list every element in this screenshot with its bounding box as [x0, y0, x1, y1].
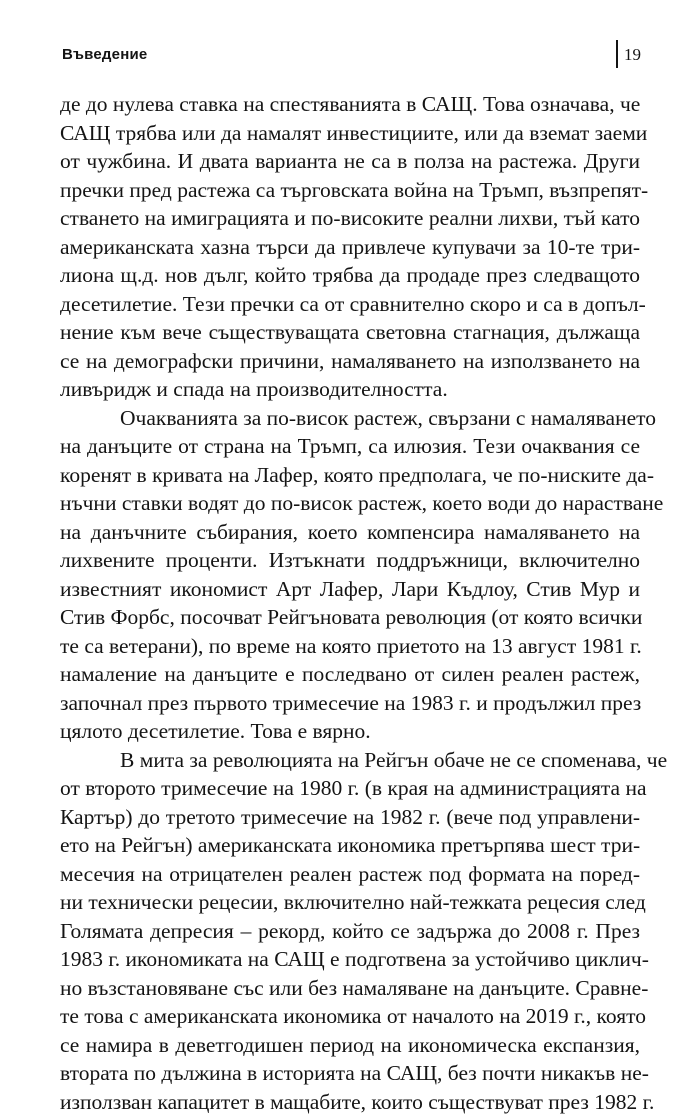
text-line: цялото десетилетие. Това е вярно. — [60, 717, 640, 746]
text-line: десетилетие. Тези пречки са от сравнително скоро и са в допъл- — [60, 290, 640, 319]
text-line: намаление на данъците е последвано от силен реален растеж, — [60, 660, 640, 689]
paragraph — [60, 746, 640, 1116]
text-line: Картър) до третото тримесечие на 1982 г. (вече под управлени- — [60, 803, 640, 832]
text-line: американската хазна търси да привлече купувачи за 10-те три- — [60, 233, 640, 262]
body-text — [60, 90, 640, 1116]
paragraph — [60, 404, 640, 746]
text-line: се на демографски причини, намаляването на използването на — [60, 347, 640, 376]
text-line: ни технически рецесии, включително най-тежката рецесия след — [60, 888, 640, 917]
page-number: 19 — [624, 45, 641, 65]
text-line: лихвените проценти. Изтъкнати поддръжници, включително — [60, 546, 640, 575]
text-line: ливъридж и спада на производителността. — [60, 375, 640, 404]
text-line: нъчни ставки водят до по-висок растеж, което води до нарастване — [60, 489, 640, 518]
text-line: 1983 г. икономиката на САЩ е подготвена за устойчиво циклич- — [60, 945, 640, 974]
text-line: на данъците от страна на Тръмп, са илюзия. Тези очаквания се — [60, 432, 640, 461]
text-line: месечия на отрицателен реален растеж под формата на поред- — [60, 860, 640, 889]
text-line: на данъчните събирания, което компенсира намаляването на — [60, 518, 640, 547]
text-line: В мита за революцията на Рейгън обаче не се споменава, че — [60, 746, 640, 775]
text-line: втората по дължина в историята на САЩ, без почти никакъв не- — [60, 1059, 640, 1088]
text-line: те това с американската икономика от началото на 2019 г., която — [60, 1002, 640, 1031]
text-line: стването на имиграцията и по-високите реални лихви, тъй като — [60, 204, 640, 233]
text-line: коренят в кривата на Лафер, която предполага, че по-ниските да- — [60, 461, 640, 490]
text-line: но възстановяване със или без намаляване на данъците. Сравне- — [60, 974, 640, 1003]
text-line: те са ветерани), по време на която приетото на 13 август 1981 г. — [60, 632, 640, 661]
text-line: известният икономист Арт Лафер, Лари Къдлоу, Стив Мур и — [60, 575, 640, 604]
text-line: започнал през първото тримесечие на 1983 г. и продължил през — [60, 689, 640, 718]
text-line: лиона щ.д. нов дълг, който трябва да продаде през следващото — [60, 261, 640, 290]
text-line: се намира в деветгодишен период на икономическа експанзия, — [60, 1031, 640, 1060]
text-line: използван капацитет в мащабите, които съществуват през 1982 г. — [60, 1088, 640, 1116]
text-line: ето на Рейгън) американската икономика претърпява шест три- — [60, 831, 640, 860]
text-line: Очакванията за по-висок растеж, свързани с намаляването — [60, 404, 640, 433]
text-line: от чужбина. И двата варианта не са в полза на растежа. Други — [60, 147, 640, 176]
text-line: Голямата депресия – рекорд, който се задържа до 2008 г. През — [60, 917, 640, 946]
text-line: САЩ трябва или да намалят инвестициите, или да вземат заеми — [60, 119, 640, 148]
paragraph — [60, 90, 640, 404]
running-head-chapter: Въведение — [62, 46, 147, 63]
header-divider — [616, 40, 618, 68]
text-line: Стив Форбс, посочват Рейгъновата революция (от която всички — [60, 603, 640, 632]
text-line: от второто тримесечие на 1980 г. (в края на администрацията на — [60, 774, 640, 803]
text-line: нение към вече съществуващата световна стагнация, дължаща — [60, 318, 640, 347]
text-line: пречки пред растежа са търговската война на Тръмп, възпрепят- — [60, 176, 640, 205]
text-line: де до нулева ставка на спестяванията в САЩ. Това означава, че — [60, 90, 640, 119]
